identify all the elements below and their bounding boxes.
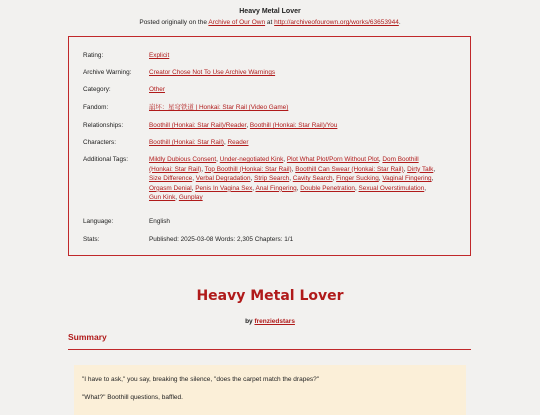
archive-link[interactable]: Archive of Our Own (208, 19, 266, 26)
relationship-link[interactable]: Boothill (Honkai: Star Rail)/You (249, 122, 338, 129)
tag-link[interactable]: Under-negotiated Kink (219, 156, 284, 163)
posted-prefix: Posted originally on the (139, 19, 209, 26)
meta-label: Language: (83, 218, 114, 225)
tag-link[interactable]: Vaginal Fingering (382, 175, 432, 183)
header-title: Heavy Metal Lover (239, 8, 301, 15)
meta-label: Stats: (83, 236, 100, 243)
tag-link[interactable]: Dirty Talk (407, 165, 434, 173)
fandom-link[interactable]: 崩坏：星穹铁道 | Honkai: Star Rail (Video Game) (149, 104, 289, 111)
tags-list: Mildly Dubious Consent, Under-negotiated Kink, Plot What Plot/Porn Without Plot, Dom Boothill (Honkai: Star Rail), Top Boothill (Honkai: Star Rail), Boothill Can Swear (Honkai: Star Rail), Dirty Talk, Size Difference, Verbal Degradation, Strip Search, Cavity Search, Finger Sucking, Vaginal Fingering, Orgasm Denial, Penis In Vagina Sex, Anal Fingering, Double Penetration, Sexual Overstimulation, Gun Kink, Gunplay (149, 156, 436, 202)
summary-text: "I have to ask," you say, breaking the silence, "does the carpet match the drapes?" (82, 376, 320, 383)
meta-label: Fandom: (83, 104, 109, 111)
meta-label: Category: (83, 86, 111, 93)
tag-link[interactable]: Anal Fingering (255, 184, 297, 192)
meta-label: Relationships: (83, 122, 124, 129)
work-url-link[interactable]: http://archiveofourown.org/works/63653944 (274, 19, 399, 26)
tag-link[interactable]: Orgasm Denial (149, 184, 192, 192)
posted-line (0, 19, 540, 26)
byline (0, 318, 540, 325)
work-meta-box: Rating: Explicit Archive Warning: Creator Chose Not To Use Archive Warnings Category: Other Fandom: 崩坏：星穹铁道 | Honkai: Star Rail (Video Game) Relationships: Boothill (Honkai: Star Rail)/Reader, Boothill (Honkai: Star Rail)/You Characters: Boothill (Honkai: Star Rail), Reader Additional Tags: Mildly Dubious Consent, Under-negotiated Kink, Plot What Plot/Porn Without Plot, Dom Boothill (Honkai: Star Rail), Top Boothill (Honkai: Star Rail), Boothill Can Swear (Honkai: Star Rail), Dirty Talk, Size Difference, Verbal Degradation, Strip Search, Cavity Search, Finger Sucking, Vaginal Fingering, Orgasm Denial, Penis In Vagina Sex, Anal Fingering, Double Penetration, Sexual Overstimulation, Gun Kink, Gunplay Language: English Stats: Published: 2025-03-08 Words: 2,305 Chapters: 1/1 (68, 36, 471, 256)
character-link[interactable]: Boothill (Honkai: Star Rail) (149, 139, 224, 146)
byline-prefix: by (245, 318, 255, 325)
tag-link[interactable]: Boothill Can Swear (Honkai: Star Rail) (295, 165, 404, 173)
category-link[interactable]: Other (149, 86, 165, 93)
relationship-link[interactable]: Boothill (Honkai: Star Rail)/Reader (149, 122, 247, 129)
meta-label: Rating: (83, 52, 104, 59)
tag-link[interactable]: Penis In Vagina Sex (195, 184, 253, 192)
posted-mid: at (265, 19, 275, 26)
work-title: Heavy Metal Lover (196, 288, 344, 304)
tag-link[interactable]: Double Penetration (300, 184, 355, 192)
stats-value: Published: 2025-03-08 Words: 2,305 Chapters: 1/1 (149, 236, 294, 243)
summary-box (74, 365, 466, 415)
summary-divider (68, 349, 471, 350)
tag-link[interactable]: (Honkai: Star Rail) (149, 165, 202, 173)
tag-link[interactable]: Plot What Plot/Porn Without Plot (286, 156, 379, 163)
tag-link[interactable]: Sexual Overstimulation (358, 184, 425, 192)
meta-label: Additional Tags: (83, 156, 129, 163)
summary-heading: Summary (68, 332, 107, 342)
language-value: English (149, 218, 170, 225)
tag-link[interactable]: Top Boothill (Honkai: Star Rail) (204, 165, 292, 173)
meta-label: Archive Warning: (83, 69, 132, 76)
warning-link[interactable]: Creator Chose Not To Use Archive Warnings (149, 69, 276, 76)
tag-link[interactable]: Dom Boothill (382, 156, 419, 163)
tag-link[interactable]: Strip Search (254, 175, 290, 183)
tag-link[interactable]: Finger Sucking (336, 175, 379, 183)
tag-link[interactable]: Gun Kink (149, 194, 176, 202)
character-link[interactable]: Reader (227, 139, 249, 146)
tag-link[interactable]: Verbal Degradation (195, 175, 251, 183)
tag-link[interactable]: Mildly Dubious Consent (149, 156, 217, 163)
tag-link[interactable]: Gunplay (178, 194, 203, 202)
tag-link[interactable]: Cavity Search (292, 175, 333, 183)
posted-suffix: . (398, 19, 401, 26)
meta-label: Characters: (83, 139, 117, 146)
tag-link[interactable]: Size Difference (149, 175, 193, 183)
author-link[interactable]: frenziedstars (254, 318, 295, 325)
summary-text: "What?" Boothill questions, baffled. (82, 394, 183, 401)
rating-link[interactable]: Explicit (149, 52, 170, 59)
